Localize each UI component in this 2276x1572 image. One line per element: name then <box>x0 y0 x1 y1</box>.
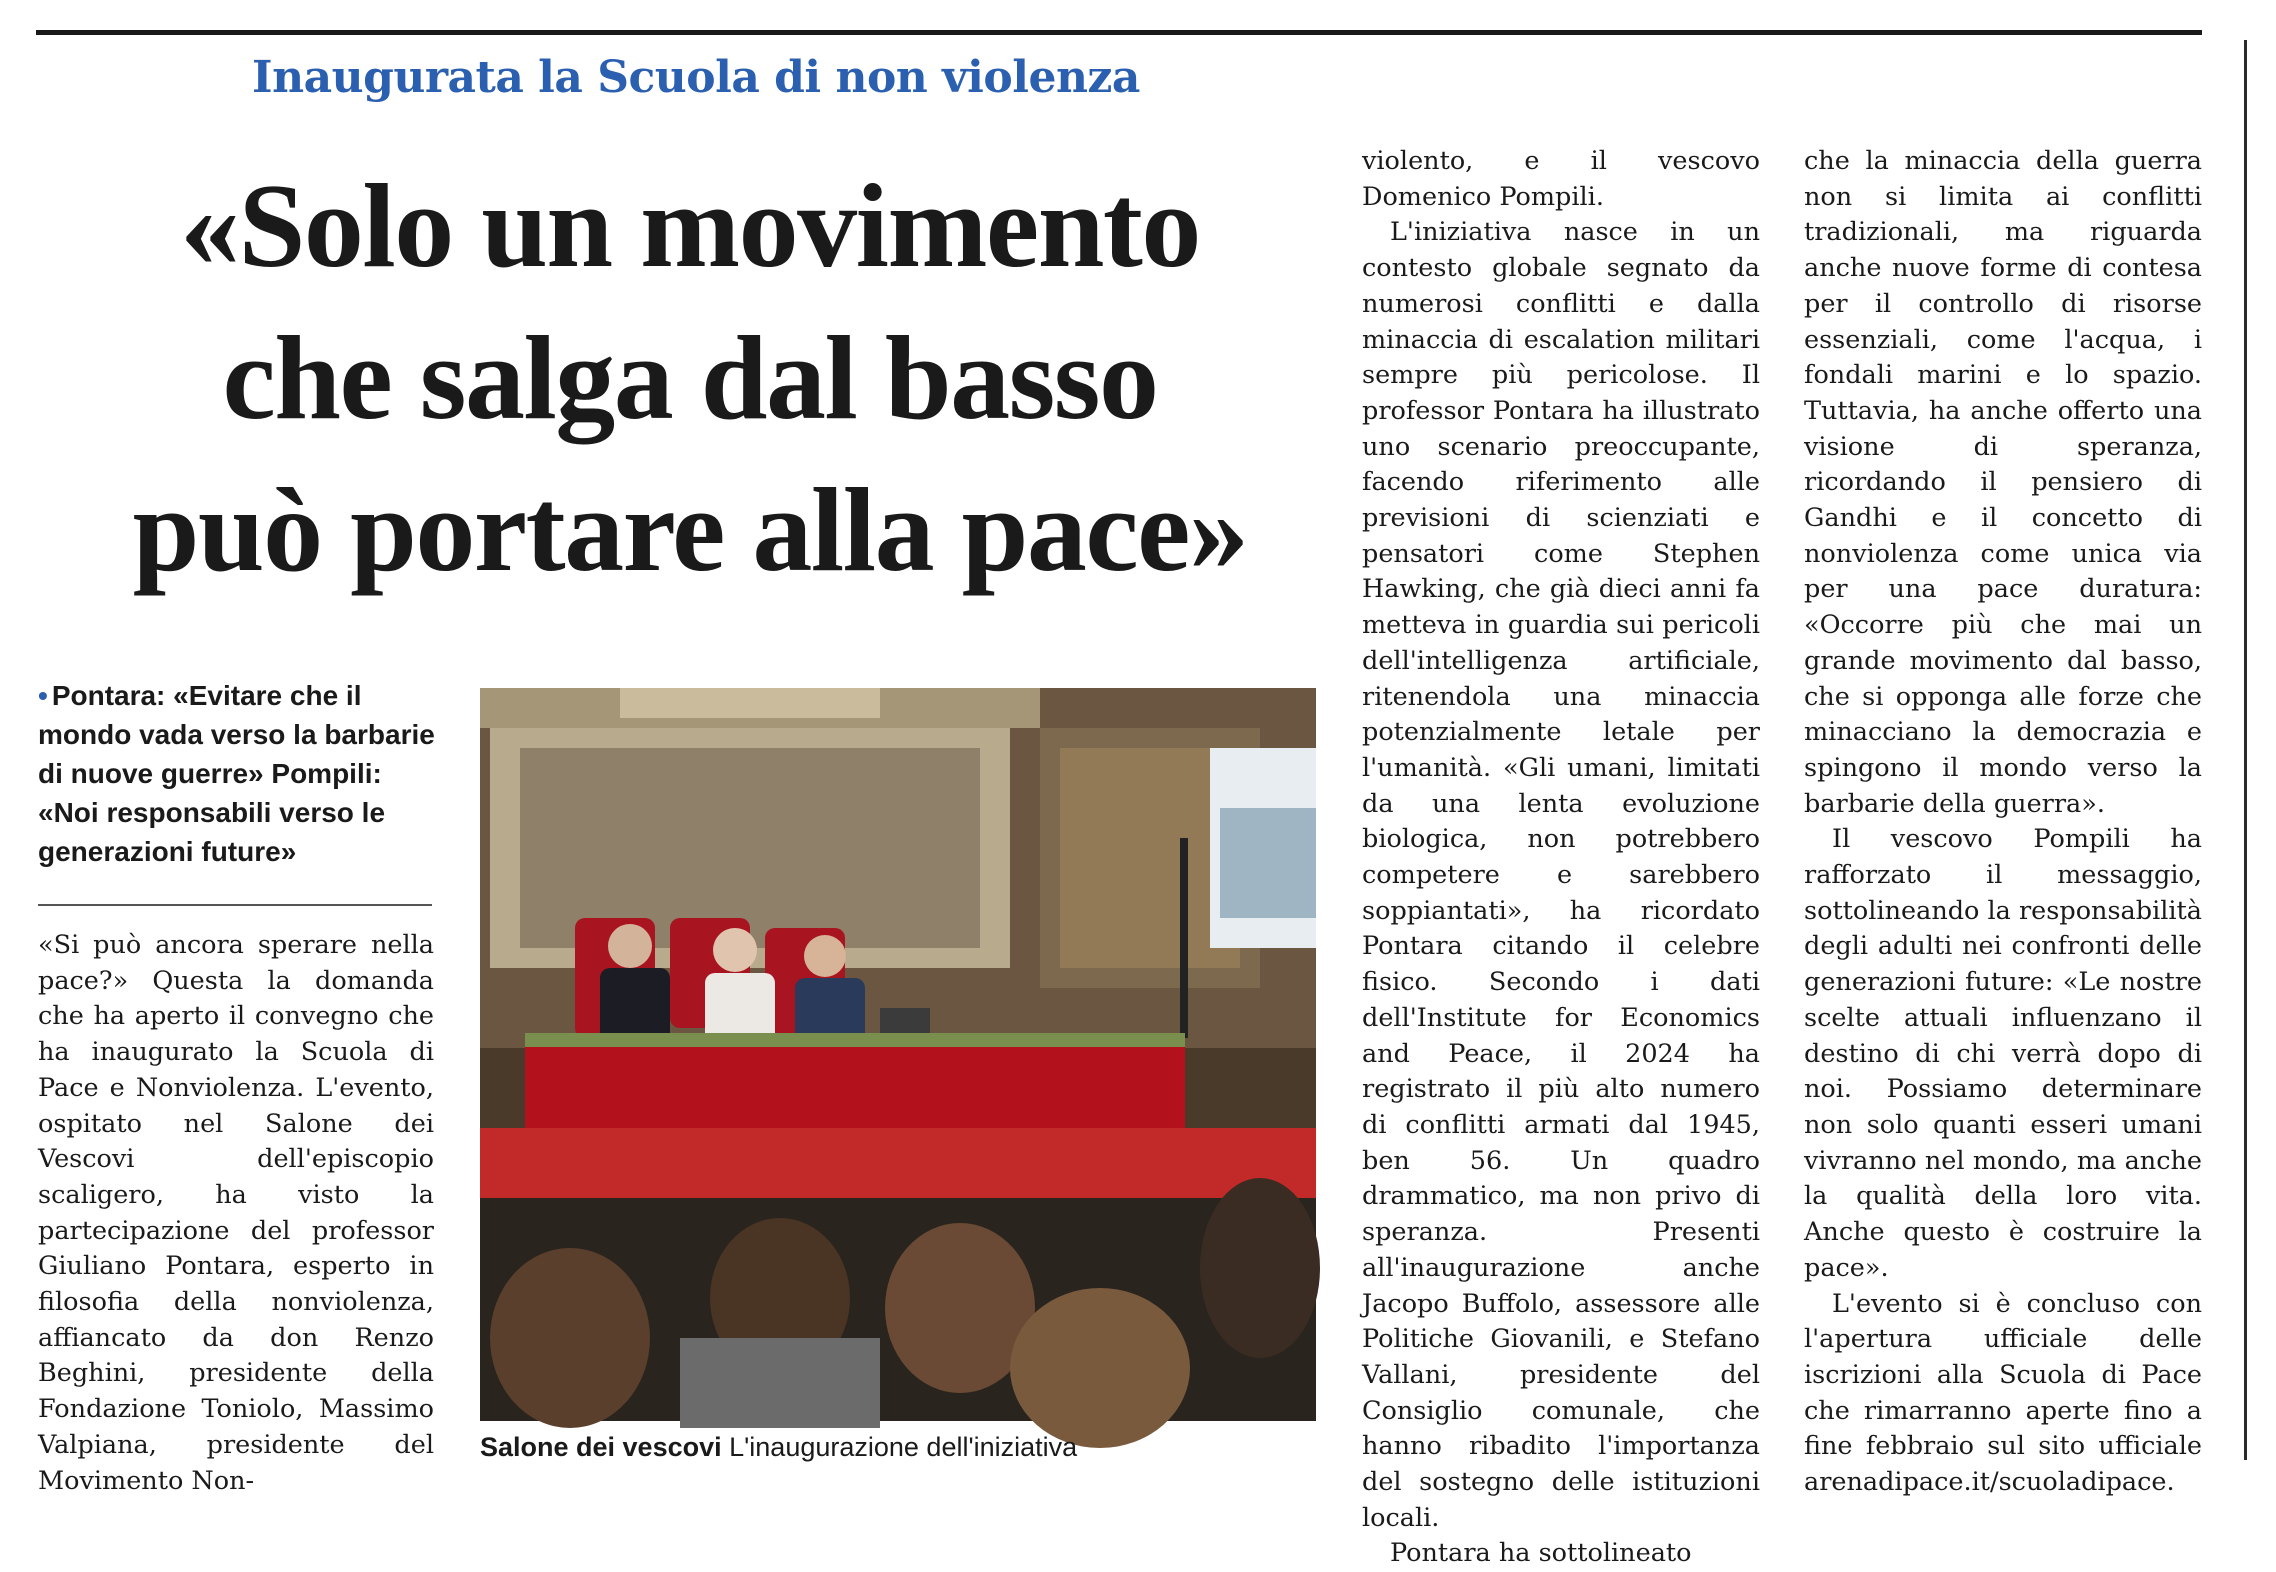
body-paragraph: «Si può ancora sperare nella pace?» Questa la domanda che ha aperto il convegno che ha inaugurato la Scuola di Pace e Nonviolenza. L'evento, ospitato nel Salone dei Vescovi dell'episcopio scaligero, ha visto la partecipazione del professor Giuliano Pontara, esperto in filosofia della nonviolenza, affiancato da don Renzo Beghini, presidente della Fondazione Toniolo, Massimo Valpiana, presidente del Movimento Non- <box>38 930 434 1496</box>
top-rule <box>36 30 2202 35</box>
summary-text: Pontara: «Evitare che il mondo vada verso la barbarie di nuove guerre» Pompili: «Noi responsabili verso le generazioni future» <box>38 680 435 867</box>
summary-bullet: • <box>38 680 48 711</box>
body-column-4 <box>1804 144 2202 1501</box>
body-paragraph: Il vescovo Pompili ha rafforzato il messaggio, sottolineando la responsabilità degli adulti nei confronti delle generazioni future: «Le nostre scelte attuali influenzano il destino di chi verrà dopo di noi. Possiamo determinare non solo quanti esseri umani vivranno nel mondo, ma anche la qualità della loro vita. Anche questo è costruire la pace». <box>1804 824 2202 1283</box>
headline <box>40 150 1340 606</box>
article-photo <box>480 688 1316 1421</box>
photo-illustration <box>480 688 1316 1421</box>
summary-box <box>38 676 448 871</box>
body-paragraph: violento, e il vescovo Domenico Pompili. <box>1362 146 1760 212</box>
body-paragraph: Pontara ha sottolineato <box>1390 1538 1692 1569</box>
headline-line-2: che salga dal basso <box>222 311 1158 444</box>
body-paragraph: che la minaccia della guerra non si limita ai conflitti tradizionali, ma riguarda anche nuove forme di contesa per il controllo di risorse essenziali, come l'acqua, i fondali marini e lo spazio. Tuttavia, ha anche offerto una visione di speranza, ricordando il pensiero di Gandhi e il concetto di nonviolenza come unica via per una pace duratura: «Occorre più che mai un grande movimento dal basso, che si opponga alle forze che minacciano la democrazia e spingono il mondo verso la barbarie della guerra». <box>1804 146 2202 819</box>
caption-text: L'inaugurazione dell'iniziativa <box>721 1432 1078 1462</box>
headline-line-3: può portare alla pace» <box>132 463 1248 596</box>
body-paragraph: L'evento si è concluso con l'apertura ufficiale delle iscrizioni alla Scuola di Pace che rimarranno aperte fino a fine febbraio sul sito ufficiale arenadipace.it/scuoladipace. <box>1804 1288 2202 1498</box>
headline-line-1: «Solo un movimento <box>180 159 1200 292</box>
summary-divider <box>38 904 432 906</box>
body-paragraph: L'iniziativa nasce in un contesto globale segnato da numerosi conflitti e dalla minaccia di escalation militari sempre più pericolose. Il professor Pontara ha illustrato uno scenario preoccupante, facendo riferimento alle previsioni di scienziati e pensatori come Stephen Hawking, che già dieci anni fa metteva in guardia sui pericoli dell'intelligenza artificiale, ritenendola una minaccia potenzialmente letale per l'umanità. «Gli umani, limitati da una lenta evoluzione biologica, non potrebbero competere e sarebbero soppiantati», ha ricordato Pontara citando il celebre fisico. Secondo i dati dell'Institute for Economics and Peace, il 2024 ha registrato il più alto numero di conflitti armati dal 1945, ben 56. Un quadro drammatico, ma non privo di speranza. Presenti all'inaugurazione anche Jacopo Buffolo, assessore alle Politiche Giovanili, e Stefano Vallani, presidente del Consiglio comunale, che hanno ribadito l'importanza del sostegno delle istituzioni locali. <box>1362 217 1760 1533</box>
kicker: Inaugurata la Scuola di non violenza <box>252 52 1140 103</box>
body-column-1 <box>38 928 434 1499</box>
body-column-3 <box>1362 144 1760 1572</box>
photo-caption <box>480 1432 1340 1463</box>
caption-location: Salone dei vescovi <box>480 1432 722 1462</box>
page-edge-rule <box>2244 40 2247 1460</box>
